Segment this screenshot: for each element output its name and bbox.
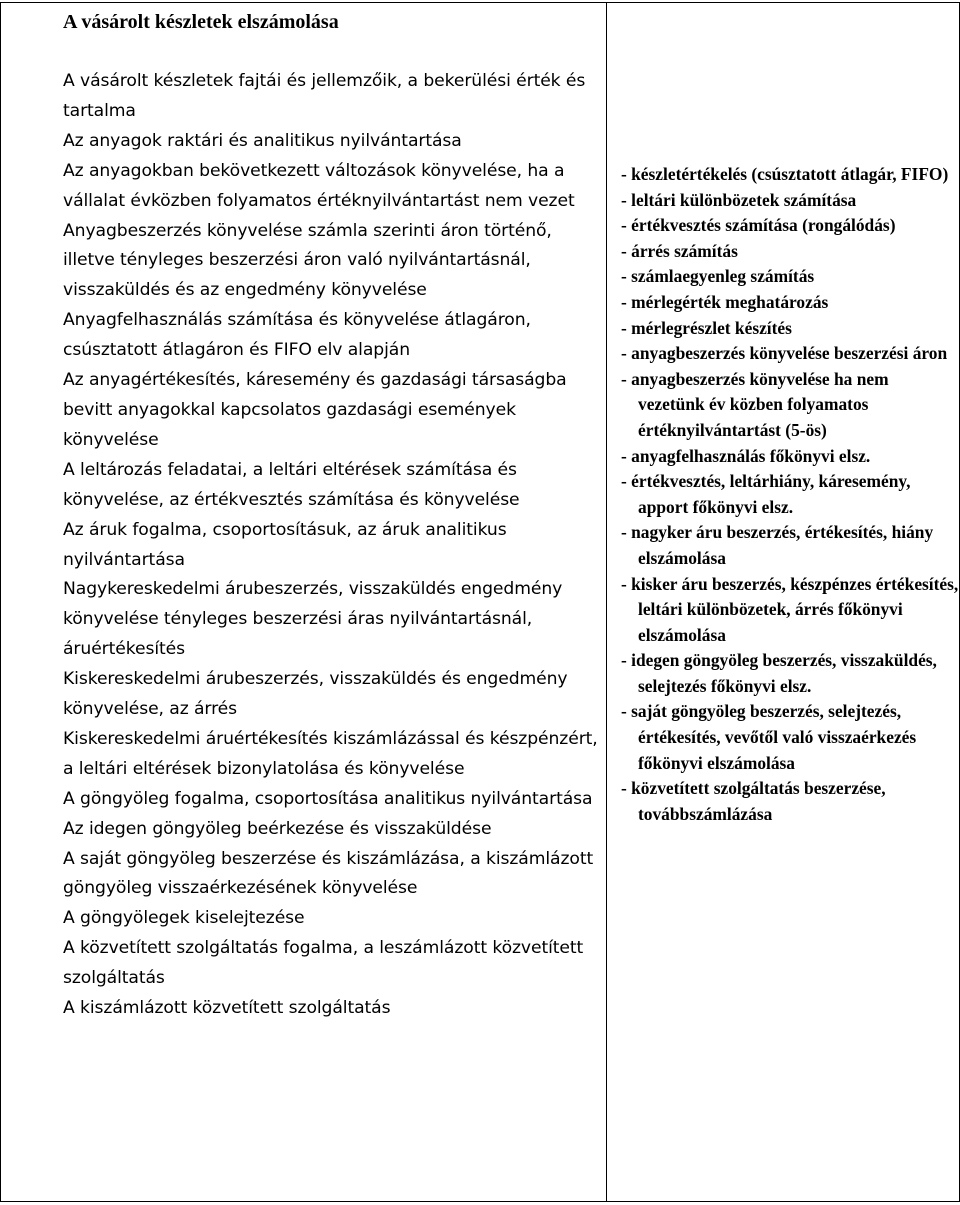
topic-item: Kiskereskedelmi áruértékesítés kiszámlázással és készpénzért, a leltári eltérések bizonylatolása és könyvelése xyxy=(63,728,598,779)
task-item: - anyagbeszerzés könyvelése beszerzési áron xyxy=(621,343,948,364)
task-list xyxy=(621,162,959,827)
task-item: - nagyker áru beszerzés, értékesítés, hiány elszámolása xyxy=(621,522,934,568)
curriculum-table xyxy=(0,2,960,1202)
task-item: - saját göngyöleg beszerzés, selejtezés, értékesítés, vevőtől való visszaérkezés főkönyvi elszámolása xyxy=(621,701,917,773)
topic-item: Anyagfelhasználás számítása és könyvelése átlagáron, csúsztatott átlagáron és FIFO elv alapján xyxy=(63,310,531,361)
task-item: - leltári különbözetek számítása xyxy=(621,189,857,210)
task-item: - számlaegyenleg számítás xyxy=(621,266,815,287)
task-item: - árrés számítás xyxy=(621,240,738,261)
task-item: - értékvesztés, leltárhiány, káresemény, apport főkönyvi elsz. xyxy=(621,471,911,517)
task-item: - idegen göngyöleg beszerzés, visszaküldés, selejtezés főkönyvi elsz. xyxy=(621,650,937,696)
section-title: A vásárolt készletek elszámolása xyxy=(63,11,339,33)
topic-item: A kiszámlázott közvetített szolgáltatás xyxy=(63,998,391,1019)
topic-item: Az idegen göngyöleg beérkezése és visszaküldése xyxy=(63,818,492,839)
topic-item: Kiskereskedelmi árubeszerzés, visszaküldés és engedmény könyvelése, az árrés xyxy=(63,669,568,720)
tasks-cell xyxy=(607,3,960,1202)
task-item: - anyagbeszerzés könyvelése ha nem vezetünk év közben folyamatos értéknyilvántartást (5-ös) xyxy=(621,368,889,440)
topic-item: A vásárolt készletek fajtái és jellemzőik, a bekerülési érték és tartalma xyxy=(63,71,586,121)
topic-item: Nagykereskedelmi árubeszerzés, visszaküldés engedmény könyvelése tényleges beszerzési áras nyilvántartásnál, áruértékesítés xyxy=(63,579,563,660)
topic-item: A göngyölegek kiselejtezése xyxy=(63,908,305,929)
task-item: - készletértékelés (csúsztatott átlagár, FIFO) xyxy=(621,164,949,184)
task-item: - kisker áru beszerzés, készpénzes értékesítés, leltári különbözetek, árrés főkönyvi elszámolása xyxy=(621,573,959,645)
task-item: - értékvesztés számítása (rongálódás) xyxy=(621,215,896,236)
topic-item: Anyagbeszerzés könyvelése számla szerinti áron történő, illetve tényleges beszerzési áron való nyilvántartásnál, visszaküldés és az engedmény könyvelése xyxy=(63,220,552,301)
task-item: - mérlegrészlet készítés xyxy=(621,317,792,338)
topic-item: A közvetített szolgáltatás fogalma, a leszámlázott közvetített szolgáltatás xyxy=(63,938,584,989)
task-item: - közvetített szolgáltatás beszerzése, továbbszámlázása xyxy=(621,778,886,824)
task-item: - mérlegérték meghatározás xyxy=(621,291,829,312)
table-row xyxy=(1,3,960,1202)
topic-item: A göngyöleg fogalma, csoportosítása analitikus nyilvántartása xyxy=(63,788,593,809)
topic-item: A leltározás feladatai, a leltári eltérések számítása és könyvelése, az értékvesztés számítása és könyvelése xyxy=(63,459,520,510)
topic-item: Az áruk fogalma, csoportosításuk, az áruk analitikus nyilvántartása xyxy=(63,519,507,570)
task-item: - anyagfelhasználás főkönyvi elsz. xyxy=(621,445,871,466)
tasks-column xyxy=(607,3,959,827)
topic-item: Az anyagértékesítés, káresemény és gazdasági társaságba bevitt anyagokkal kapcsolatos gazdasági események könyvelése xyxy=(63,370,567,450)
topic-list xyxy=(63,67,606,1024)
topic-item: A saját göngyöleg beszerzése és kiszámlázása, a kiszámlázott göngyöleg visszaérkezésének könyvelése xyxy=(63,848,594,899)
topic-item: Az anyagok raktári és analitikus nyilvántartása xyxy=(63,130,462,151)
topic-item: Az anyagokban bekövetkezett változások könyvelése, ha a vállalat évközben folyamatos értéknyilvántartást nem vezet xyxy=(63,160,575,211)
topics-cell xyxy=(1,3,607,1202)
topics-column xyxy=(1,3,606,1024)
